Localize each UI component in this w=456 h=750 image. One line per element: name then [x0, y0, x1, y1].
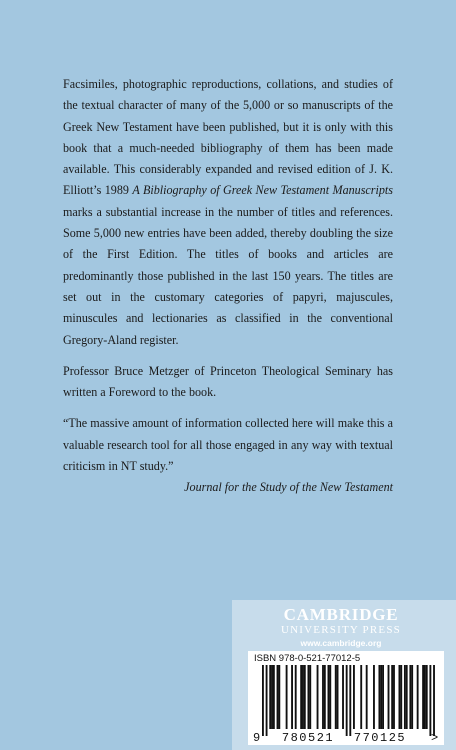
barcode-bar [360, 665, 362, 729]
publisher-name: CAMBRIDGE [283, 605, 399, 624]
barcode-bar [417, 665, 419, 729]
barcode-bar [317, 665, 319, 729]
foreword-paragraph: Professor Bruce Metzger of Princeton Theological Seminary has written a Foreword to the book. [63, 363, 393, 400]
barcode-bar [273, 665, 275, 729]
barcode-bar [271, 665, 273, 729]
barcode-bar [406, 665, 408, 729]
barcode-bar [329, 665, 331, 729]
barcode-bar [388, 665, 390, 729]
barcode-bar [309, 665, 311, 729]
barcode-bar [393, 665, 395, 729]
barcode-bar [295, 665, 297, 729]
barcode-bar [262, 665, 264, 736]
barcode-bar [335, 665, 337, 729]
publisher-website: www.cambridge.org [300, 638, 382, 648]
barcode-bar [300, 665, 302, 729]
barcode-bar [382, 665, 384, 729]
description-text-end: marks a substantial increase in the number of titles and references. Some 5,000 new entries have been added, thereby doubling the size of the First Edition. The titles of books and articles are predominantly those published in the last 150 years. The titles are set out in the customary categories of papyri, majuscules, minuscules and lectionaries as classified in the conventional Gregory-Aland register. [63, 204, 393, 347]
barcode-bar [391, 665, 393, 729]
barcode-bar [424, 665, 426, 729]
description-paragraph [63, 74, 393, 351]
barcode-bar [302, 665, 304, 729]
barcode-bar [378, 665, 380, 729]
publisher-subtitle: UNIVERSITY PRESS [281, 624, 401, 636]
barcode-bar [286, 665, 288, 729]
barcode-left-digits: 780521 [281, 731, 335, 745]
barcode-bar [322, 665, 324, 729]
barcode-bar [304, 665, 306, 729]
barcode-bar [353, 665, 355, 729]
barcode-bar [373, 665, 375, 729]
barcode-bar [291, 665, 293, 729]
barcode-bar [409, 665, 411, 729]
back-cover-blurb [63, 74, 393, 509]
barcode-bar [366, 665, 368, 729]
barcode-bar [411, 665, 413, 729]
barcode-bar [269, 665, 271, 729]
barcode-bar [278, 665, 280, 729]
publisher-panel [232, 600, 456, 750]
description-text-start: Facsimiles, photographic reproductions, collations, and studies of the textual character of many of the 5,000 or so manuscripts of the Greek New Testament have been published, but it is only with this book that a much-needed bibliography of them has been made available. This considerably expanded and revised edition of J. K. Elliott’s 1989 [63, 77, 393, 198]
barcode-end-mark: > [431, 731, 439, 745]
barcode-right-digits: 770125 [353, 731, 407, 745]
quote-source: Journal for the Study of the New Testament [184, 480, 393, 495]
quote-text: “The massive amount of information collected here will make this a valuable research tool for all those engaged in any way with textual criticism in NT study.” [63, 416, 393, 474]
barcode-bar [324, 665, 326, 729]
barcode-bar [266, 665, 268, 736]
barcode [248, 651, 444, 745]
book-title-italic: A Bibliography of Greek New Testament Manuscripts [132, 183, 393, 198]
barcode-bar [429, 665, 431, 736]
barcode-bar [404, 665, 406, 729]
barcode-bar [433, 665, 435, 736]
barcode-bar [399, 665, 401, 729]
barcode-bar [400, 665, 402, 729]
barcode-bar [380, 665, 382, 729]
barcode-bar [346, 665, 348, 736]
review-quote [63, 413, 393, 498]
barcode-bar [349, 665, 351, 736]
barcode-bar [308, 665, 310, 729]
isbn-label: ISBN 978-0-521-77012-5 [254, 653, 361, 664]
barcode-bar [277, 665, 279, 729]
barcode-bar [426, 665, 428, 729]
barcode-graphic [248, 651, 444, 745]
barcode-bar [342, 665, 344, 729]
barcode-bar [328, 665, 330, 729]
barcode-first-digit: 9 [253, 731, 261, 745]
barcode-bar [422, 665, 424, 729]
barcode-bar [337, 665, 339, 729]
